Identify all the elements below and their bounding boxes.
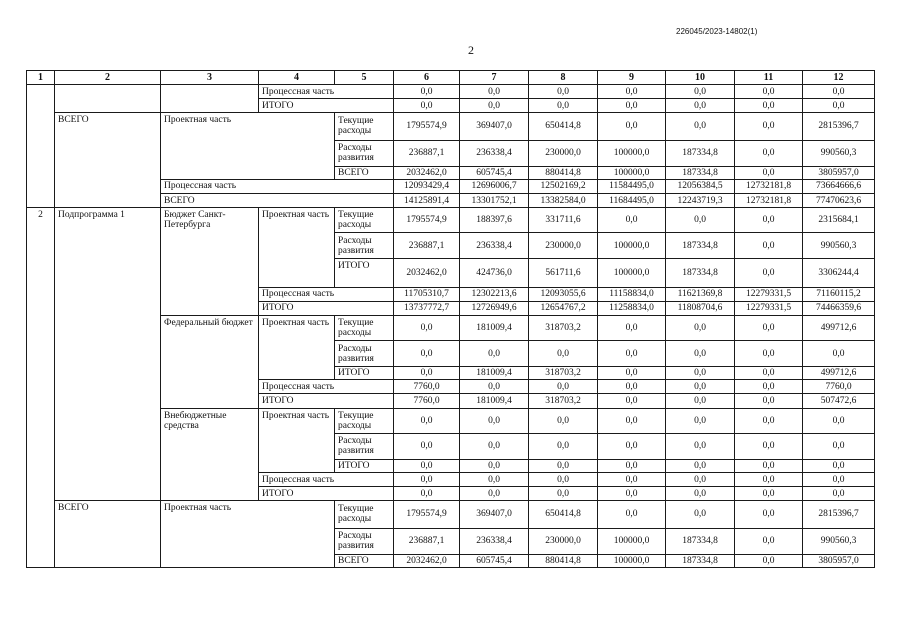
value-cell: 561711,6	[529, 259, 598, 287]
value-cell: 13737772,7	[394, 301, 460, 315]
value-cell: 181009,4	[460, 315, 529, 340]
row-label: ВСЕГО	[161, 193, 394, 207]
value-cell: 0,0	[598, 501, 666, 528]
value-cell: 990560,3	[803, 233, 875, 259]
row-label: ИТОГО	[259, 394, 394, 408]
value-cell: 0,0	[735, 341, 803, 367]
value-cell: 499712,6	[803, 367, 875, 380]
value-cell: 230000,0	[529, 140, 598, 166]
row-label: Расходы развития	[335, 528, 394, 554]
value-cell: 1795574,9	[394, 208, 460, 233]
value-cell: 0,0	[735, 554, 803, 567]
value-cell: 7760,0	[394, 380, 460, 394]
row-label: ИТОГО	[259, 99, 394, 113]
value-cell: 0,0	[666, 394, 735, 408]
header-cell: 10	[666, 71, 735, 85]
value-cell: 0,0	[460, 487, 529, 501]
value-cell: 318703,2	[529, 394, 598, 408]
value-cell: 0,0	[735, 140, 803, 166]
value-cell: 74466359,6	[803, 301, 875, 315]
value-cell: 0,0	[735, 166, 803, 179]
value-cell: 230000,0	[529, 233, 598, 259]
value-cell: 0,0	[529, 85, 598, 99]
value-cell: 236338,4	[460, 140, 529, 166]
value-cell: 0,0	[598, 473, 666, 487]
value-cell: 11705310,7	[394, 287, 460, 301]
value-cell: 12502169,2	[529, 179, 598, 193]
value-cell: 0,0	[735, 315, 803, 340]
value-cell: 0,0	[460, 380, 529, 394]
value-cell: 0,0	[460, 99, 529, 113]
value-cell: 0,0	[666, 99, 735, 113]
value-cell: 0,0	[598, 408, 666, 433]
value-cell: 2032462,0	[394, 166, 460, 179]
value-cell: 11808704,6	[666, 301, 735, 315]
value-cell: 188397,6	[460, 208, 529, 233]
value-cell: 11258834,0	[598, 301, 666, 315]
value-cell: 0,0	[666, 85, 735, 99]
value-cell: 12726949,6	[460, 301, 529, 315]
value-cell: 0,0	[803, 433, 875, 459]
value-cell: 318703,2	[529, 315, 598, 340]
value-cell: 0,0	[460, 408, 529, 433]
part-label: Проектная часть	[161, 501, 335, 568]
value-cell: 0,0	[735, 473, 803, 487]
row-label: ВСЕГО	[335, 554, 394, 567]
value-cell: 3805957,0	[803, 554, 875, 567]
value-cell: 0,0	[529, 487, 598, 501]
value-cell: 499712,6	[803, 315, 875, 340]
value-cell: 0,0	[598, 367, 666, 380]
value-cell: 181009,4	[460, 367, 529, 380]
value-cell: 0,0	[394, 473, 460, 487]
value-cell: 605745,4	[460, 166, 529, 179]
value-cell: 236887,1	[394, 528, 460, 554]
value-cell: 1795574,9	[394, 501, 460, 528]
value-cell: 0,0	[394, 487, 460, 501]
value-cell: 0,0	[460, 85, 529, 99]
value-cell: 650414,8	[529, 501, 598, 528]
value-cell: 0,0	[735, 99, 803, 113]
value-cell: 0,0	[666, 380, 735, 394]
table-row	[27, 208, 875, 233]
value-cell: 0,0	[666, 408, 735, 433]
value-cell: 14125891,4	[394, 193, 460, 207]
value-cell: 0,0	[735, 208, 803, 233]
value-cell: 0,0	[598, 99, 666, 113]
header-cell: 9	[598, 71, 666, 85]
value-cell: 0,0	[666, 487, 735, 501]
value-cell: 0,0	[394, 459, 460, 472]
value-cell: 7760,0	[803, 380, 875, 394]
value-cell: 0,0	[666, 315, 735, 340]
value-cell: 0,0	[529, 380, 598, 394]
value-cell: 0,0	[529, 408, 598, 433]
row-label: ИТОГО	[335, 259, 394, 287]
value-cell: 12279331,5	[735, 287, 803, 301]
value-cell: 0,0	[735, 408, 803, 433]
row-label: ИТОГО	[259, 487, 394, 501]
value-cell: 236338,4	[460, 233, 529, 259]
value-cell: 0,0	[735, 380, 803, 394]
value-cell: 318703,2	[529, 367, 598, 380]
value-cell: 0,0	[598, 487, 666, 501]
value-cell: 2032462,0	[394, 259, 460, 287]
row-label: ИТОГО	[335, 367, 394, 380]
value-cell: 880414,8	[529, 554, 598, 567]
value-cell: 605745,4	[460, 554, 529, 567]
row-label: Процессная часть	[259, 287, 394, 301]
value-cell: 12732181,8	[735, 193, 803, 207]
row-label: Расходы развития	[335, 140, 394, 166]
document-number: 226045/2023-14802(1)	[676, 27, 758, 36]
value-cell: 13382584,0	[529, 193, 598, 207]
value-cell: 0,0	[735, 85, 803, 99]
row-label: Текущие расходы	[335, 113, 394, 140]
group-total-label: ВСЕГО	[55, 113, 161, 208]
header-cell: 1	[27, 71, 55, 85]
value-cell: 0,0	[394, 341, 460, 367]
value-cell: 2815396,7	[803, 113, 875, 140]
value-cell: 0,0	[666, 473, 735, 487]
row-label: Процессная часть	[161, 179, 394, 193]
value-cell: 187334,8	[666, 140, 735, 166]
value-cell: 0,0	[598, 380, 666, 394]
part-label: Проектная часть	[259, 208, 335, 288]
value-cell: 100000,0	[598, 259, 666, 287]
row-label: Текущие расходы	[335, 408, 394, 433]
value-cell: 0,0	[803, 487, 875, 501]
value-cell: 0,0	[666, 208, 735, 233]
table-row	[27, 113, 875, 140]
value-cell: 12093429,4	[394, 179, 460, 193]
value-cell: 236887,1	[394, 140, 460, 166]
value-cell: 2315684,1	[803, 208, 875, 233]
value-cell: 990560,3	[803, 528, 875, 554]
num-cell	[27, 85, 55, 208]
value-cell: 0,0	[735, 528, 803, 554]
value-cell: 100000,0	[598, 233, 666, 259]
value-cell: 0,0	[666, 459, 735, 472]
value-cell: 187334,8	[666, 166, 735, 179]
value-cell: 11584495,0	[598, 179, 666, 193]
value-cell: 0,0	[803, 341, 875, 367]
value-cell: 0,0	[735, 233, 803, 259]
value-cell: 0,0	[735, 459, 803, 472]
budget-table-sheet	[26, 70, 874, 568]
value-cell: 0,0	[803, 459, 875, 472]
value-cell: 77470623,6	[803, 193, 875, 207]
header-row	[27, 71, 875, 85]
value-cell: 0,0	[394, 408, 460, 433]
value-cell: 12243719,3	[666, 193, 735, 207]
value-cell: 7760,0	[394, 394, 460, 408]
value-cell: 2032462,0	[394, 554, 460, 567]
value-cell: 0,0	[529, 341, 598, 367]
value-cell: 73664666,6	[803, 179, 875, 193]
value-cell: 11158834,0	[598, 287, 666, 301]
value-cell: 181009,4	[460, 394, 529, 408]
row-label: Текущие расходы	[335, 501, 394, 528]
value-cell: 0,0	[598, 208, 666, 233]
value-cell: 880414,8	[529, 166, 598, 179]
value-cell: 0,0	[460, 459, 529, 472]
value-cell: 0,0	[735, 367, 803, 380]
value-cell: 12056384,5	[666, 179, 735, 193]
value-cell: 0,0	[598, 433, 666, 459]
value-cell: 0,0	[666, 341, 735, 367]
value-cell: 2815396,7	[803, 501, 875, 528]
header-cell: 3	[161, 71, 259, 85]
row-label: Процессная часть	[259, 473, 394, 487]
value-cell: 13301752,1	[460, 193, 529, 207]
value-cell: 0,0	[598, 113, 666, 140]
value-cell: 369407,0	[460, 501, 529, 528]
value-cell: 0,0	[735, 113, 803, 140]
row-label: ВСЕГО	[335, 166, 394, 179]
value-cell: 187334,8	[666, 259, 735, 287]
value-cell: 0,0	[529, 473, 598, 487]
value-cell: 0,0	[735, 259, 803, 287]
part-label: Проектная часть	[259, 408, 335, 472]
value-cell: 0,0	[598, 394, 666, 408]
value-cell: 12654767,2	[529, 301, 598, 315]
funding-source: Бюджет Санкт-Петербурга	[161, 208, 259, 316]
value-cell: 12732181,8	[735, 179, 803, 193]
value-cell: 187334,8	[666, 233, 735, 259]
value-cell: 0,0	[460, 433, 529, 459]
header-cell: 12	[803, 71, 875, 85]
value-cell: 0,0	[394, 367, 460, 380]
value-cell: 424736,0	[460, 259, 529, 287]
value-cell: 3306244,4	[803, 259, 875, 287]
value-cell: 0,0	[803, 473, 875, 487]
value-cell: 0,0	[598, 459, 666, 472]
source-cell	[161, 85, 259, 113]
subprogram-name: Подпрограмма 1	[55, 208, 161, 501]
value-cell: 3805957,0	[803, 166, 875, 179]
value-cell: 0,0	[460, 341, 529, 367]
row-label: Процессная часть	[259, 85, 394, 99]
value-cell: 0,0	[529, 459, 598, 472]
funding-source: Внебюджетные средства	[161, 408, 259, 501]
row-label: ИТОГО	[335, 459, 394, 472]
value-cell: 0,0	[735, 487, 803, 501]
group-total-label: ВСЕГО	[55, 501, 161, 568]
value-cell: 12279331,5	[735, 301, 803, 315]
budget-table	[26, 70, 875, 568]
table-row	[27, 501, 875, 528]
value-cell: 0,0	[735, 394, 803, 408]
value-cell: 0,0	[598, 315, 666, 340]
value-cell: 0,0	[735, 501, 803, 528]
part-label: Проектная часть	[161, 113, 335, 180]
value-cell: 1795574,9	[394, 113, 460, 140]
row-label: ИТОГО	[259, 301, 394, 315]
value-cell: 0,0	[666, 433, 735, 459]
value-cell: 0,0	[529, 99, 598, 113]
value-cell: 12302213,6	[460, 287, 529, 301]
row-number: 2	[27, 208, 55, 568]
value-cell: 0,0	[666, 501, 735, 528]
row-label: Текущие расходы	[335, 208, 394, 233]
value-cell: 100000,0	[598, 166, 666, 179]
value-cell: 230000,0	[529, 528, 598, 554]
row-label: Текущие расходы	[335, 315, 394, 340]
value-cell: 369407,0	[460, 113, 529, 140]
value-cell: 0,0	[666, 367, 735, 380]
value-cell: 187334,8	[666, 528, 735, 554]
value-cell: 71160115,2	[803, 287, 875, 301]
value-cell: 0,0	[394, 315, 460, 340]
row-label: Расходы развития	[335, 341, 394, 367]
value-cell: 11684495,0	[598, 193, 666, 207]
header-cell: 11	[735, 71, 803, 85]
value-cell: 100000,0	[598, 528, 666, 554]
row-label: Расходы развития	[335, 233, 394, 259]
value-cell: 0,0	[598, 85, 666, 99]
value-cell: 100000,0	[598, 140, 666, 166]
value-cell: 0,0	[803, 85, 875, 99]
page-number: 2	[468, 43, 474, 57]
value-cell: 0,0	[803, 408, 875, 433]
header-cell: 5	[335, 71, 394, 85]
row-label: Расходы развития	[335, 433, 394, 459]
value-cell: 507472,6	[803, 394, 875, 408]
value-cell: 990560,3	[803, 140, 875, 166]
value-cell: 0,0	[666, 113, 735, 140]
value-cell: 0,0	[394, 99, 460, 113]
header-cell: 7	[460, 71, 529, 85]
value-cell: 12093055,6	[529, 287, 598, 301]
part-label: Проектная часть	[259, 315, 335, 379]
value-cell: 0,0	[735, 433, 803, 459]
funding-source: Федеральный бюджет	[161, 315, 259, 408]
name-cell	[55, 85, 161, 113]
value-cell: 0,0	[529, 433, 598, 459]
header-cell: 2	[55, 71, 161, 85]
value-cell: 12696006,7	[460, 179, 529, 193]
value-cell: 0,0	[394, 85, 460, 99]
value-cell: 0,0	[394, 433, 460, 459]
value-cell: 236887,1	[394, 233, 460, 259]
header-cell: 6	[394, 71, 460, 85]
header-cell: 4	[259, 71, 335, 85]
table-row	[27, 85, 875, 99]
value-cell: 11621369,8	[666, 287, 735, 301]
value-cell: 0,0	[460, 473, 529, 487]
value-cell: 0,0	[598, 341, 666, 367]
value-cell: 100000,0	[598, 554, 666, 567]
header-cell: 8	[529, 71, 598, 85]
row-label: Процессная часть	[259, 380, 394, 394]
value-cell: 0,0	[803, 99, 875, 113]
value-cell: 331711,6	[529, 208, 598, 233]
value-cell: 650414,8	[529, 113, 598, 140]
value-cell: 236338,4	[460, 528, 529, 554]
value-cell: 187334,8	[666, 554, 735, 567]
